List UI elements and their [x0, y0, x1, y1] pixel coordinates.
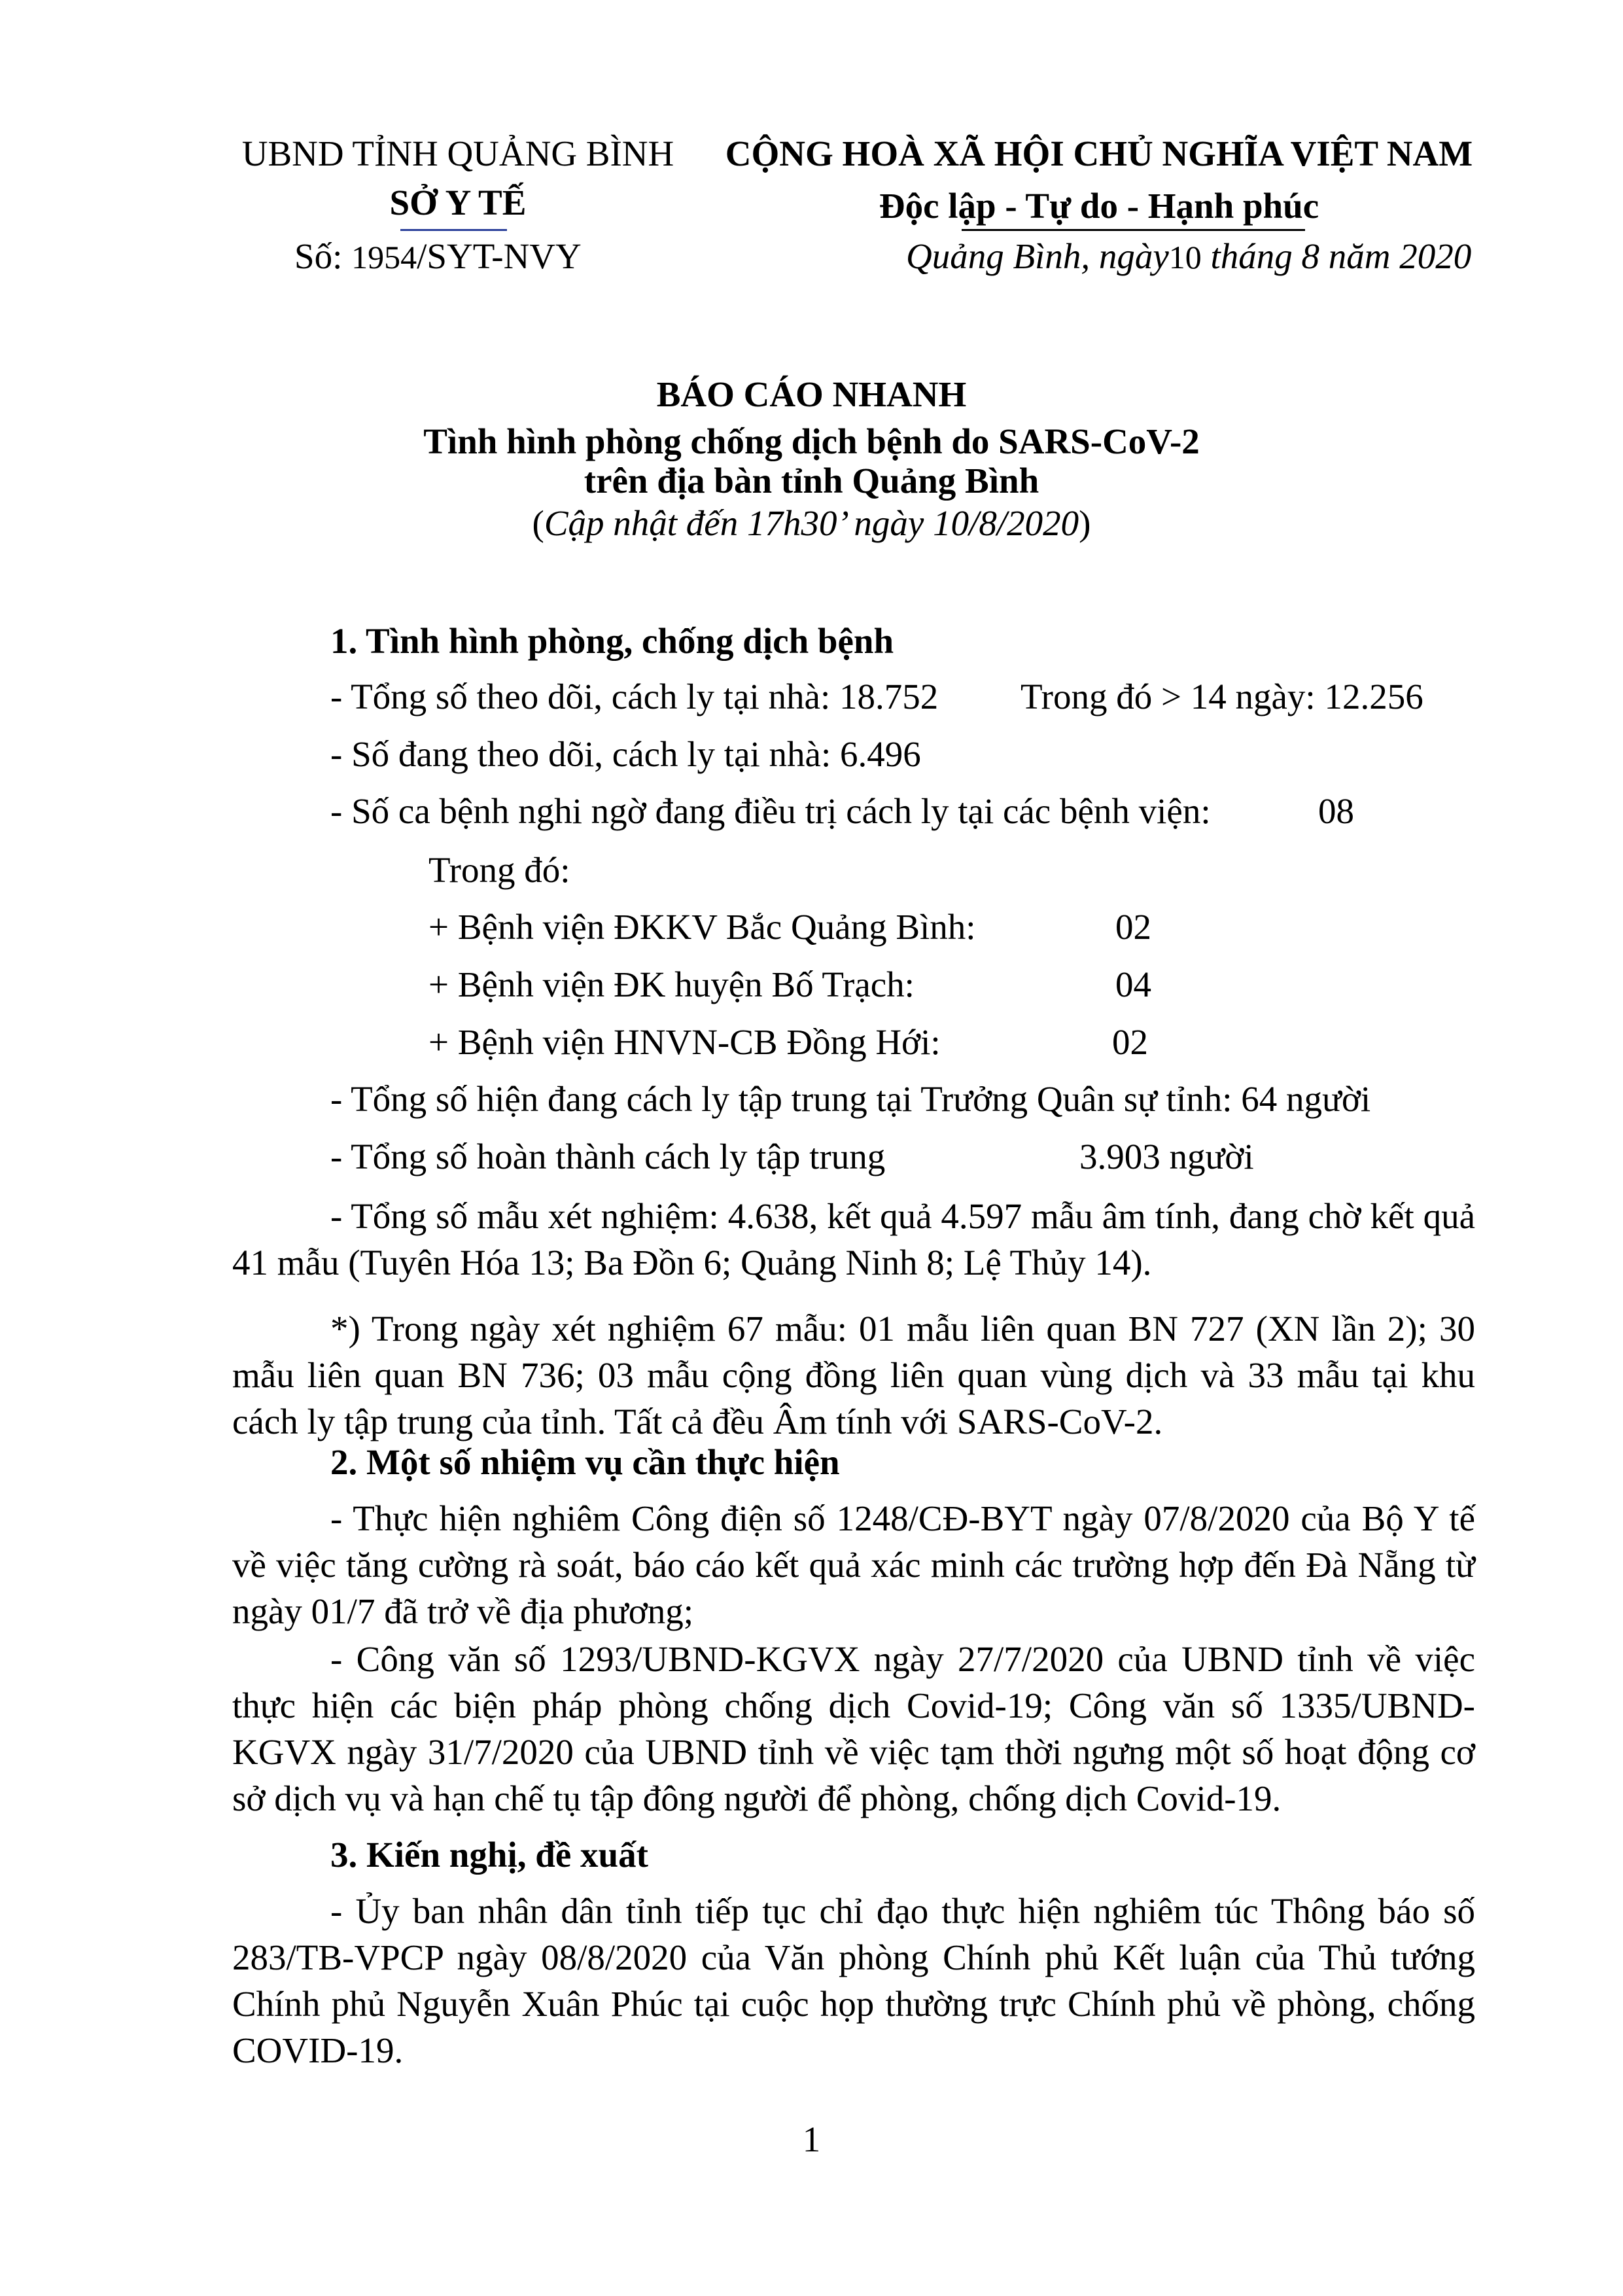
doc-number-suffix: /SYT-NVY [417, 236, 582, 276]
country-name: CỘNG HOÀ XÃ HỘI CHỦ NGHĨA VIỆT NAM [725, 133, 1473, 173]
motto-underline [962, 229, 1305, 231]
suspected-cases-label: - Số ca bệnh nghi ngờ đang điều trị cách ly tại các bệnh viện: [330, 791, 1211, 831]
task-2-paragraph: - Công văn số 1293/UBND-KGVX ngày 27/7/2020 của UBND tỉnh về việc thực hiện các biện pháp phòng chống dịch Covid-19; Công văn số 1335/UBND-KGVX ngày 31/7/2020 của UBND tỉnh về việc tạm thời ngưng một số hoạt động cơ sở dịch vụ và hạn chế tụ tập đông người để phòng, chống dịch Covid-19. [232, 1639, 1475, 1818]
hospital-row-value: 02 [1112, 1022, 1148, 1062]
central-quarantine-done-value: 3.903 người [1079, 1137, 1254, 1176]
central-quarantine-current: - Tổng số hiện đang cách ly tập trung tại Trưởng Quân sự tỉnh: 64 người [330, 1079, 1371, 1119]
today-tests-paragraph: *) Trong ngày xét nghiệm 67 mẫu: 01 mẫu liên quan BN 727 (XN lần 2); 30 mẫu liên quan BN 736; 03 mẫu cộng đồng liên quan vùng dịch và 33 mẫu tại khu cách ly tập trung của tỉnh. Tất cả đều Âm tính với SARS-CoV-2. [232, 1309, 1475, 1441]
date-prefix: Quảng Bình, ngày [906, 236, 1169, 276]
org-name: SỞ Y TẾ [389, 183, 527, 222]
hospital-row-name: + Bệnh viện ĐKKV Bắc Quảng Bình: [428, 907, 976, 947]
section-3-heading: 3. Kiến nghị, đề xuất [330, 1835, 648, 1875]
recommendation-paragraph: - Ủy ban nhân dân tỉnh tiếp tục chỉ đạo thực hiện nghiêm túc Thông báo số 283/TB-VPCP ngày 08/8/2020 của Văn phòng Chính phủ Kết luận của Thủ tướng Chính phủ Nguyễn Xuân Phúc tại cuộc họp thường trực Chính phủ về phòng, chống COVID-19. [232, 1891, 1475, 2070]
report-update-time: (Cập nhật đến 17h30’ ngày 10/8/2020) [532, 503, 1091, 543]
org-underline [400, 229, 507, 231]
section-1-heading: 1. Tình hình phòng, chống dịch bệnh [330, 621, 894, 661]
report-title: BÁO CÁO NHANH [656, 374, 967, 414]
motto: Độc lập - Tự do - Hạnh phúc [879, 186, 1319, 226]
home-quarantine-total: - Tổng số theo dõi, cách ly tại nhà: 18.752 [330, 677, 939, 716]
central-quarantine-done-label: - Tổng số hoàn thành cách ly tập trung [330, 1137, 886, 1176]
hospital-row-value: 02 [1115, 907, 1151, 947]
suspected-cases-value: 08 [1318, 791, 1354, 831]
home-quarantine-over14: Trong đó > 14 ngày: 12.256 [1021, 677, 1423, 716]
hospital-row-name: + Bệnh viện ĐK huyện Bố Trạch: [428, 964, 915, 1004]
section-2-heading: 2. Một số nhiệm vụ cần thực hiện [330, 1442, 840, 1482]
org-parent: UBND TỈNH QUẢNG BÌNH [241, 133, 674, 173]
report-subtitle-1: Tình hình phòng chống dịch bệnh do SARS-CoV-2 [423, 421, 1200, 461]
home-quarantine-current: - Số đang theo dõi, cách ly tại nhà: 6.496 [330, 734, 921, 774]
report-subtitle-2: trên địa bàn tỉnh Quảng Bình [584, 461, 1039, 501]
task-1-paragraph: - Thực hiện nghiêm Công điện số 1248/CĐ-BYT ngày 07/8/2020 của Bộ Y tế về việc tăng cường rà soát, báo cáo kết quả xác minh các trường hợp đến Đà Nẵng từ ngày 01/7 đã trở về địa phương; [232, 1498, 1475, 1631]
doc-number-line [294, 234, 582, 280]
doc-number-prefix: Số: [294, 236, 343, 276]
issue-date [906, 234, 1471, 280]
samples-paragraph: - Tổng số mẫu xét nghiệm: 4.638, kết quả 4.597 mẫu âm tính, đang chờ kết quả 41 mẫu (Tuyên Hóa 13; Ba Đồn 6; Quảng Ninh 8; Lệ Thủy 14). [232, 1196, 1475, 1282]
page-number: 1 [802, 2119, 821, 2159]
date-suffix: tháng 8 năm 2020 [1201, 236, 1472, 276]
in-which-label: Trong đó: [428, 850, 570, 890]
date-day: 10 [1168, 239, 1202, 275]
doc-number: 1954 [351, 239, 417, 275]
hospital-row-value: 04 [1115, 964, 1151, 1004]
hospital-row-name: + Bệnh viện HNVN-CB Đồng Hới: [428, 1022, 941, 1062]
